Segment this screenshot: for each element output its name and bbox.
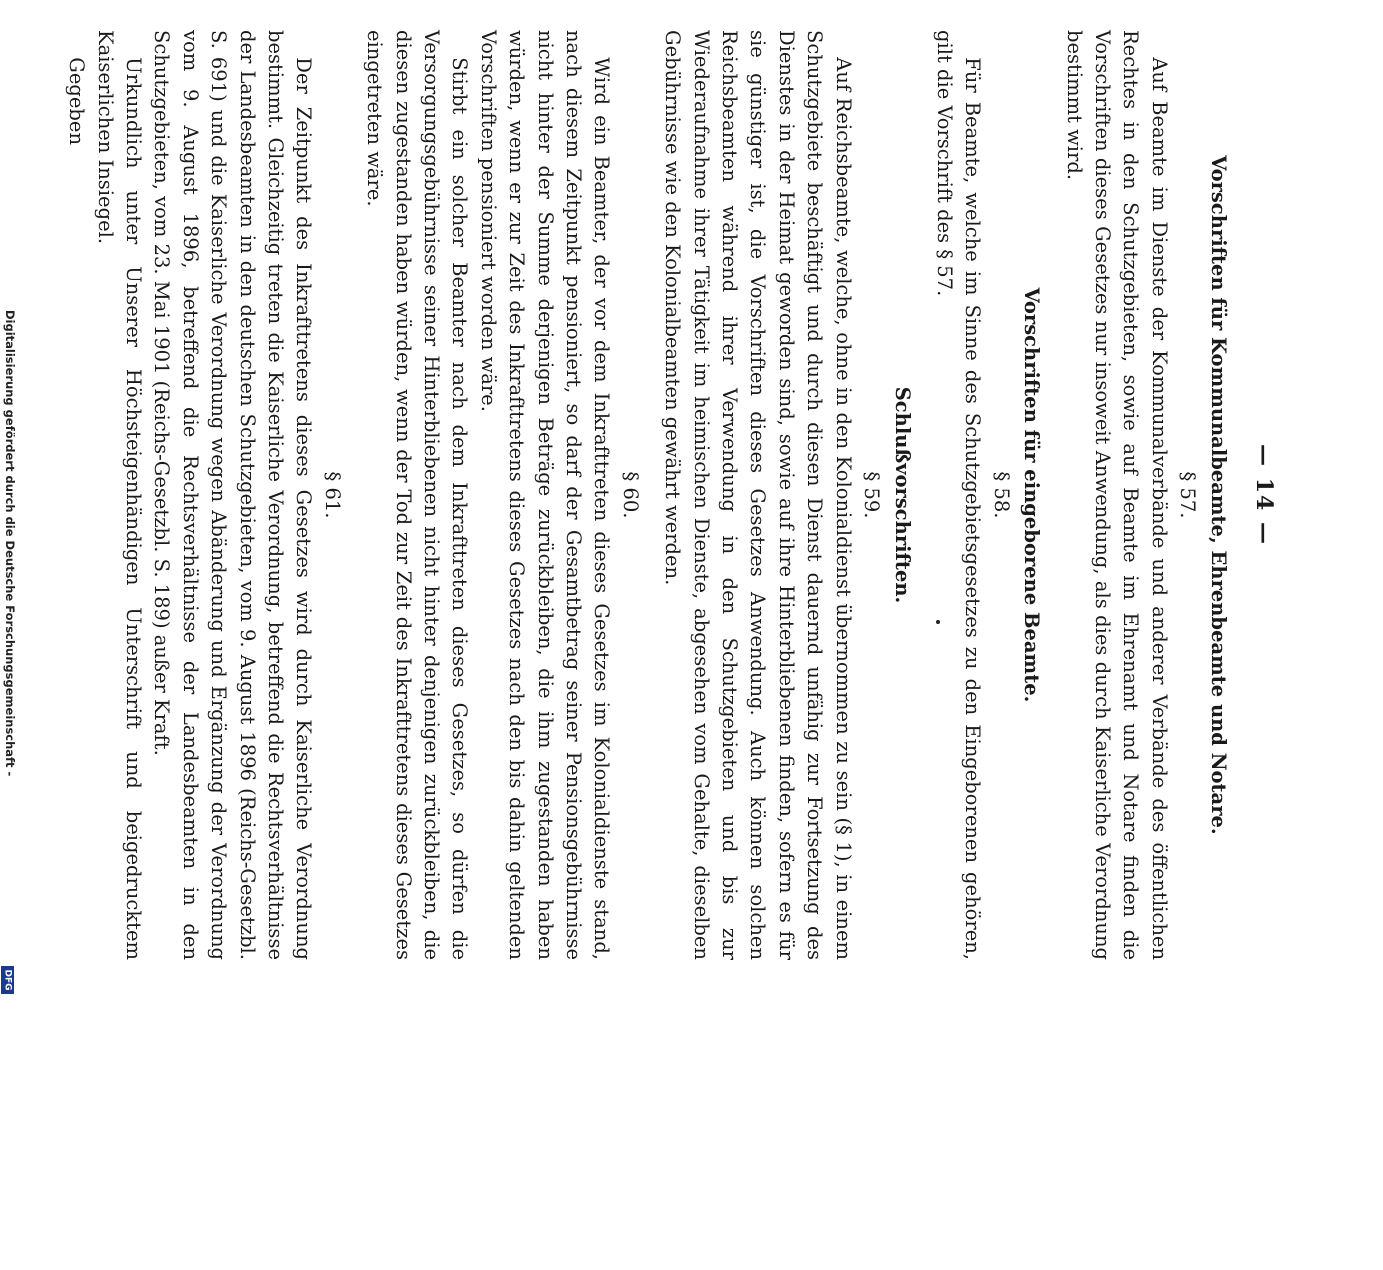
paragraph-text-60: Wird ein Beamter, der vor dem Inkrafttreten dieses Gesetzes im Kolonialdienste stand, nach diesem Zeitpunkt pensioniert, so darf der Gesamtbetrag seiner Pensionsgebührnisse nicht hinter der Summe derjenigen Beträge zurückbleiben, die ihm zugestanden haben würden, wenn er zur Zeit des Inkrafttretens dieses Gesetzes nach den bis dahin geltenden Vorschriften pensioniert worden wäre.: [476, 30, 614, 960]
paragraph-text-58: Für Beamte, welche im Sinne des Schutzgebietsgesetzes zu den Eingeborenen gehören, gilt die Vorschrift des § 57.: [932, 30, 985, 960]
digitization-notice: Digitalisierung gefördert durch die Deutsche Forschungsgemeinschaft -: [3, 310, 17, 777]
paragraph-text-60-continued: Stirbt ein solcher Beamter nach dem Inkrafttreten dieses Gesetzes, so dürfen die Versorgungsgebührnisse seiner Hinterbliebenen nicht hinter denjenigen zurückbleiben, die diesen zugestanden haben würden, wenn der Tod zur Zeit des Inkrafttretens dieses Gesetzes eingetreten wäre.: [363, 30, 472, 960]
paragraph-number-59: § 59.: [860, 471, 884, 519]
section-heading-schlussvorschriften: Schlußvorschriften.: [890, 386, 914, 604]
page-number: — 14 —: [1251, 444, 1277, 546]
paragraph-text-61: Der Zeitpunkt des Inkrafttretens dieses Gesetzes wird durch Kaiserliche Verordnung bestimmt. Gleichzeitig treten die Kaiserliche Verordnung, betreffend die Rechtsverhältnisse der Landesbeamten in den deutschen Schutzgebieten, vom 9. August 1896 (Reichs-Gesetzbl. S. 691) und die Kaiserliche Verordnung wegen Abänderung und Ergänzung der Verordnung vom 9. August 1896, betreffend die Rechtsverhältnisse der Landesbeamten in den Schutzgebieten, vom 23. Mai 1901 (Reichs-Gesetzbl. S. 189) außer Kraft.: [150, 30, 316, 960]
page-content: [65, 30, 1278, 960]
speck-mark: [936, 620, 940, 624]
paragraph-text-59: Auf Reichsbeamte, welche, ohne in den Kolonialdienst übernommen zu sein (§ 1), in einem Schutzgebiete beschäftigt und durch diesen Dienst dauernd unfähig zur Fortsetzung des Dienstes in der Heimat geworden sind, sowie auf ihre Hinterbliebenen finden, sofern es für sie günstiger ist, die Vorschriften dieses Gesetzes Anwendung. Auch können solchen Reichsbeamten während ihrer Verwendung in den Schutzgebieten und bis zur Wiederaufnahme ihrer Tätigkeit im heimischen Dienste, abgesehen vom Gehalte, dieselben Gebührnisse wie den Kolonialbeamten gewährt werden.: [661, 30, 855, 960]
section-heading-eingeborene: Vorschriften für eingeborene Beamte.: [1020, 287, 1044, 703]
dfg-logo: [1, 966, 14, 994]
paragraph-text-57: Auf Beamte im Dienste der Kommunalverbände und anderer Verbände des öffentlichen Rechtes in den Schutzgebieten, sowie auf Beamte im Ehrenamt und Notare finden die Vorschriften dieses Gesetzes nur insoweit Anwendung, als dies durch Kaiserliche Verordnung bestimmt wird.: [1062, 30, 1171, 960]
closing-given: Gegeben: [65, 57, 89, 146]
section-heading-kommunalbeamte: Vorschriften für Kommunalbeamte, Ehrenbeamte und Notare.: [1206, 155, 1230, 835]
paragraph-number-58: § 58.: [989, 471, 1013, 519]
closing-formula: Urkundlich unter Unserer Höchsteigenhändigen Unterschrift und beigedrucktem Kaiserlichen Insiegel.: [93, 30, 145, 960]
dfg-logo-text: DFG: [2, 969, 13, 991]
paragraph-number-60: § 60.: [618, 471, 642, 519]
document-page: [65, 30, 1278, 960]
paragraph-number-61: § 61.: [320, 471, 344, 519]
paragraph-number-57: § 57.: [1176, 471, 1200, 519]
